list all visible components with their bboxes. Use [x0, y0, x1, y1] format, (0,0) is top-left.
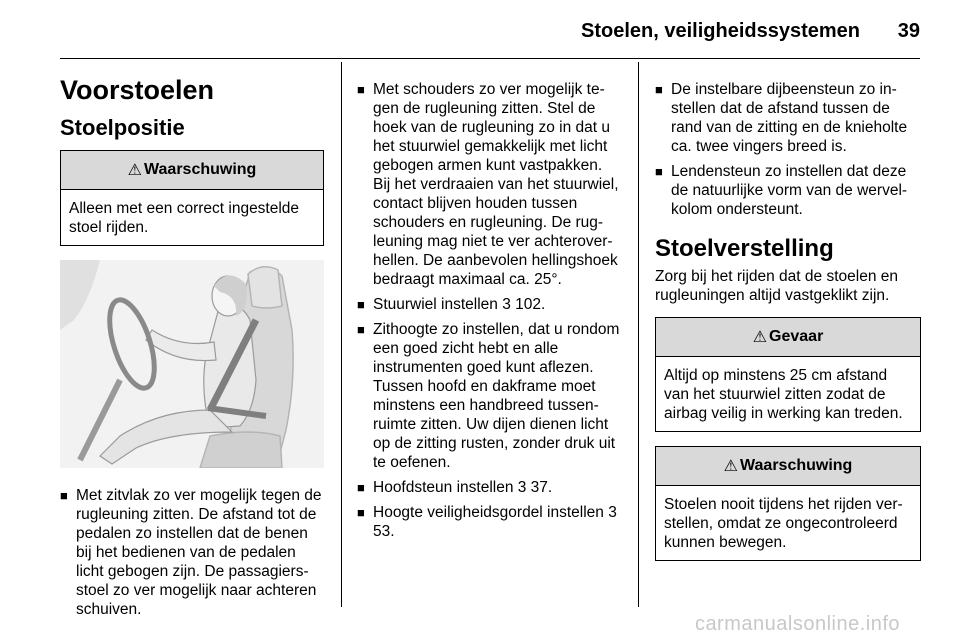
- list-item: ■ Met zitvlak zo ver mogelijk tegen de rugleuning zitten. De afstand tot de pedalen zo instellen dat de benen bij het bedienen van de pedalen licht gebogen zijn. De passagiersstoel zo ver mogelijk naar achteren schuiven.: [60, 487, 322, 618]
- instruction-list: [60, 486, 324, 619]
- list-item: ■ Lendensteun zo instellen dat deze de natuurlijke vorm van de wervelkolom ondersteunt.: [655, 163, 908, 218]
- list-item: ■ Zithoogte zo instellen, dat u rondom een goed zicht hebt en alle instrumenten goed kunt aflezen. Tussen hoofd en dakframe moet minstens een handbreed tussenruimte zitten. Uw dijen dienen licht op de zitting rusten, zonder druk uit te oefenen.: [357, 321, 620, 471]
- list-item: ■ De instelbare dijbeensteun zo instellen dat de afstand tussen de rand van de zitting en de knieholte ca. twee vingers breed is.: [655, 81, 908, 155]
- column-left: [60, 66, 324, 625]
- danger-box-title: Gevaar: [769, 328, 824, 345]
- list-item: ■ Hoogte veiligheidsgordel instellen 3 53.: [357, 504, 617, 540]
- warning-box: [655, 446, 921, 561]
- section-heading: Stoelverstelling: [655, 235, 834, 262]
- danger-box: [655, 317, 921, 432]
- bullet-icon: ■: [655, 164, 663, 179]
- subsection-heading: Stoelpositie: [60, 115, 185, 140]
- bullet-icon: ■: [357, 505, 365, 520]
- seated-driver-illustration: [60, 260, 324, 468]
- list-item: ■ Met schouders zo ver mogelijk tegen de rugleuning zitten. Stel de hoek van de rugleuning zo in dat u het stuurwiel gemakkelijk met licht gebogen armen kunt vastpakken. Bij het verdraaien van het stuurwiel, contact blijven houden tussen schouders en rugleuning. De rugleuning mag niet te ver achteroverhellen. De aanbevolen hellingshoek bedraagt maximaal ca. 25°.: [357, 81, 619, 288]
- bullet-icon: ■: [60, 488, 68, 503]
- instruction-list: [655, 80, 921, 219]
- bullet-icon: ■: [357, 297, 365, 312]
- warning-triangle-icon: ⚠: [752, 329, 768, 346]
- warning-box-text: Alleen met een correct ingestelde stoel rijden.: [69, 200, 300, 236]
- bullet-icon: ■: [655, 82, 663, 97]
- warning-box: [60, 150, 324, 246]
- danger-box-header: [656, 318, 920, 357]
- danger-box-text: Altijd op minstens 25 cm afstand van het stuurwiel zitten zodat de airbag veilig in werking kan treden.: [664, 367, 903, 422]
- watermark: carmanualsonline.info: [694, 613, 900, 635]
- page-number: 39: [897, 20, 920, 42]
- column-divider: [341, 62, 342, 607]
- warning-box-header: [61, 151, 323, 190]
- instruction-list: [357, 80, 623, 541]
- column-right: [655, 80, 921, 575]
- warning-triangle-icon: ⚠: [723, 458, 739, 475]
- bullet-icon: ■: [357, 82, 365, 97]
- warning-box-text: Stoelen nooit tijdens het rijden verstellen, omdat ze ongecontroleerd kunnen bewegen.: [664, 496, 903, 551]
- warning-triangle-icon: ⚠: [127, 162, 143, 179]
- column-divider: [638, 62, 639, 607]
- list-item: ■ Hoofdsteun instellen 3 37.: [357, 479, 553, 496]
- list-item: ■ Stuurwiel instellen 3 102.: [357, 296, 546, 313]
- warning-box-header: [656, 447, 920, 486]
- bullet-icon: ■: [357, 480, 365, 495]
- warning-box-title: Waarschuwing: [740, 457, 853, 474]
- column-middle: [357, 80, 623, 547]
- intro-paragraph: Zorg bij het rijden dat de stoelen en rugleuningen altijd vastgeklikt zijn.: [655, 268, 898, 304]
- warning-box-title: Waarschuwing: [144, 161, 257, 178]
- page-header: [60, 0, 920, 59]
- bullet-icon: ■: [357, 322, 365, 337]
- page-title: Stoelen, veiligheidssystemen: [581, 20, 860, 42]
- section-heading: Voorstoelen: [60, 75, 215, 105]
